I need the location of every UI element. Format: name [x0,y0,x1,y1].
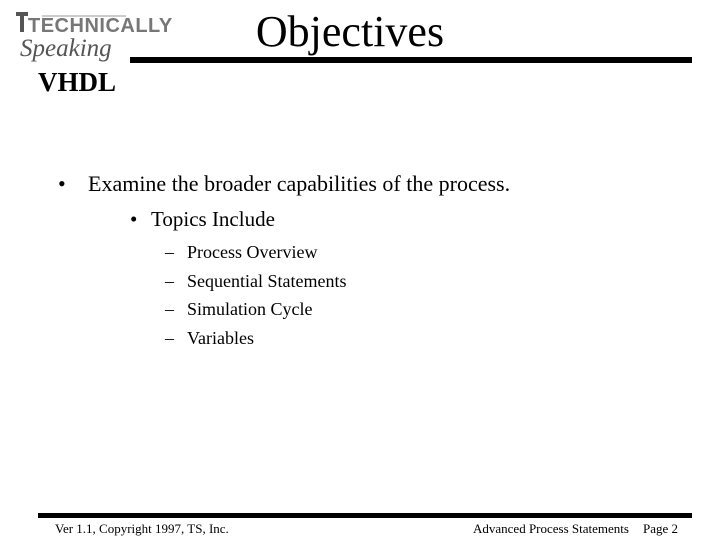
svg-text:Speaking: Speaking [20,35,112,62]
bullet-marker: • [58,171,66,196]
footer-copyright: Ver 1.1, Copyright 1997, TS, Inc. [55,521,229,536]
bullet-marker: • [130,207,138,231]
title-divider [130,57,692,63]
footer-section: Advanced Process Statements [473,521,629,536]
slide-title: Objectives [255,7,445,56]
topics-list [165,238,346,352]
footer-info [473,521,678,537]
sub-bullet [130,205,275,233]
sub-bullet-text: Topics Include [151,207,275,231]
list-item: – Process Overview [165,242,318,262]
technically-speaking-logo [14,8,173,64]
list-item: – Simulation Cycle [165,299,313,320]
main-bullet [58,170,510,198]
main-bullet-text: Examine the broader capabilities of the process. [88,171,511,196]
footer-divider [38,513,692,518]
list-item: – Variables [165,327,254,348]
page-number: Page 2 [642,521,678,536]
svg-text:TECHNICALLY: TECHNICALLY [28,15,173,37]
slide-subject: VHDL [38,67,117,97]
list-item: – Sequential Statements [165,270,347,291]
